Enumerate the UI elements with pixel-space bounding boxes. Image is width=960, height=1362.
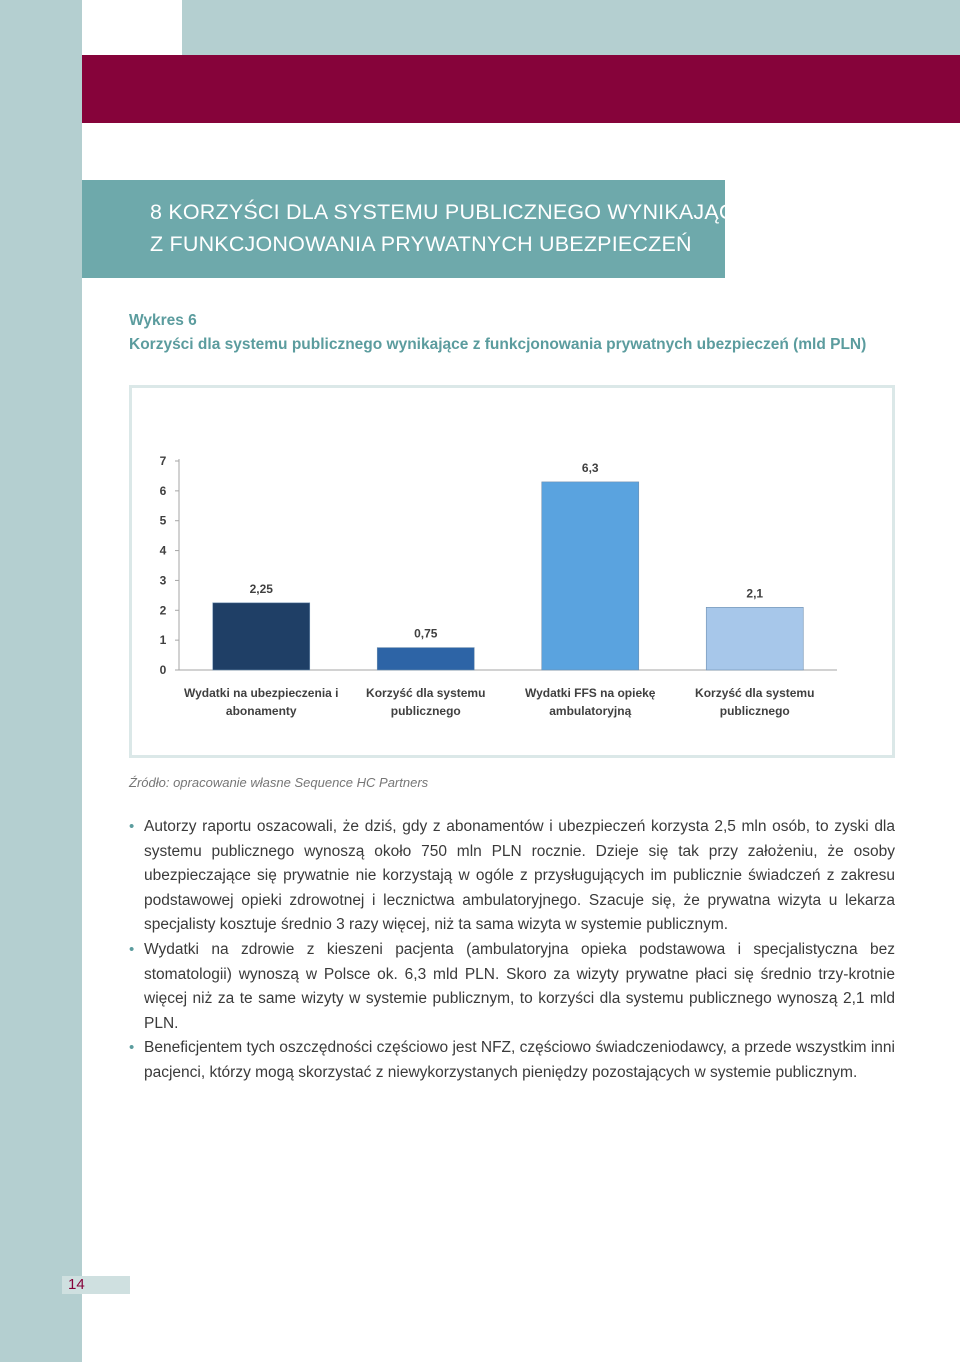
chart-bar [213,603,310,670]
chart-bar [542,482,639,670]
header-band [82,55,960,123]
bar-value-label: 0,75 [414,626,438,641]
top-decor-strip [182,0,960,55]
bar-value-label: 2,1 [746,586,764,601]
y-tick-label: 6 [159,483,167,498]
bullet-dot-icon: • [129,1039,135,1057]
y-tick-label: 2 [159,603,167,618]
x-category-label: ambulatoryjną [549,704,632,718]
chart-bar [706,607,803,670]
bullet-item [129,815,895,938]
bar-value-label: 2,25 [249,581,273,596]
bullet-text: Autorzy raportu oszacowali, że dziś, gdy z abonamentów i ubezpieczeń korzysta 2,5 mln osób, to zyski dla systemu publicznego wynoszą około 750 mln PLN rocznie. Dzieje się tak przy założeniu, że osoby ubezpieczające się prywatnie nie korzystają w ogóle z przysługujących im publicznie świadczeń z zakresu podstawowej opieki zdrowotnej i lecznictwa ambulatoryjnego. Szacuje się, że prywatna wizyta u lekarza specjalisty kosztuje średnio 3 razy więcej, niż ta sama wizyta w systemie publicznym. [144,818,895,934]
bullet-dot-icon: • [129,940,135,958]
bullet-dot-icon: • [129,818,135,835]
bullet-item [129,938,895,1036]
bar-value-label: 6,3 [581,460,599,475]
x-category-label: abonamenty [225,704,297,718]
x-category-label: publicznego [719,704,790,718]
bullet-text: Beneficjentem tych oszczędności częściowo jest NFZ, częściowo świadczeniodawcy, a przede wszystkim inni pacjenci, którzy mogą skorzystać z niewykorzystanych pieniędzy pozostających w systemie publicznym. [144,1039,895,1081]
x-category-label: Korzyść dla systemu [695,686,815,700]
section-title-line-2: Z FUNKCJONOWANIA PRYWATNYCH UBEZPIECZEŃ [150,232,692,256]
left-decor-strip [0,0,82,1362]
y-tick-label: 4 [159,543,167,558]
y-tick-label: 0 [159,663,167,677]
section-header [82,180,750,278]
bar-chart [132,388,892,755]
figure-caption [129,309,866,357]
chart-bar [377,648,474,670]
page-number-box [62,1276,130,1294]
chart-frame [129,385,895,758]
section-title-line-1: 8 KORZYŚCI DLA SYSTEMU PUBLICZNEGO WYNIKAJĄCE [150,200,750,224]
y-tick-label: 1 [159,633,167,648]
bullet-text: Wydatki na zdrowie z kieszeni pacjenta (ambulatoryjna opieka podstawowa i specjalistyczna bez stomatologii) wynoszą w Polsce ok. 6,3 mld PLN. Skoro za wizyty prywatne płaci się średnio trzy-krotnie więcej niż za te same wizyty w systemie publicznym, to korzyści dla systemu publicznego wynoszą 2,1 mld PLN. [144,940,895,1032]
chart-source: Źródło: opracowanie własne Sequence HC Partners [129,775,429,790]
bullet-list [129,815,895,1086]
x-category-label: Wydatki na ubezpieczenia i [184,686,339,700]
page-number: 14 [68,1276,85,1293]
y-tick-label: 3 [159,573,167,588]
bullet-item [129,1036,895,1085]
y-tick-label: 7 [159,454,167,468]
x-category-label: Wydatki FFS na opiekę [525,686,656,700]
y-tick-label: 5 [159,513,167,528]
figure-title: Korzyści dla systemu publicznego wynikające z funkcjonowania prywatnych ubezpieczeń (mld PLN) [129,336,867,353]
x-category-label: Korzyść dla systemu [366,686,486,700]
x-category-label: publicznego [390,704,461,718]
figure-label: Wykres 6 [129,312,197,329]
